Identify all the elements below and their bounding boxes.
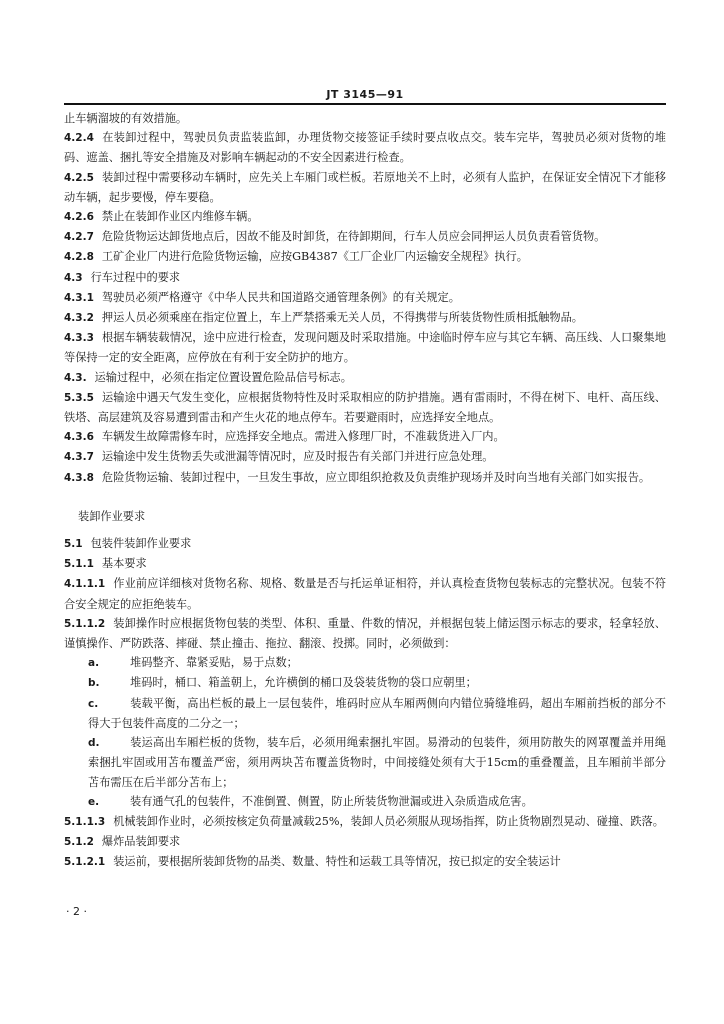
paragraph: 4.2.7 危险货物运达卸货地点后，因故不能及时卸货，在待卸期间，行车人员应会同押运人员负责看管货物。 [64,230,606,244]
clause-number: 4.3.6 [64,431,94,444]
clause-number: 5.1.2 [64,836,94,849]
paragraph: 4.3. 运输过程中，必须在指定位置设置危险品信号标志。 [64,370,352,384]
paragraph: 4.2.8 工矿企业厂内进行危险货物运输，应按GB4387《工厂企业厂内运输安全规程》执行。 [64,250,528,264]
list-item: e. 装有通气孔的包装件，不准倒置、侧置，防止所装货物泄漏或进入杂质造成危害。 [64,792,666,812]
paragraph: 4.3.1 驾驶员必须严格遵守《中华人民共和国道路交通管理条例》的有关规定。 [64,290,460,304]
clause-number: 5.1.1 [64,558,94,571]
clause-number: 5.1.1.3 [64,815,106,828]
page-header-code: JT 3145—91 [326,88,404,101]
clause-number: 4.3.1 [64,291,94,304]
paragraph: 5.1 包装件装卸作业要求 [64,537,192,551]
paragraph: 5.1.2 爆炸品装卸要求 [64,835,181,849]
header-rule [64,103,666,105]
clause-number: 4.3.8 [64,471,94,484]
section-title: 装卸作业要求 [78,509,146,523]
document-body [64,109,666,873]
item-marker: d. [88,737,100,750]
paragraph: 4.1.1.1 作业前应详细核对货物名称、规格、数量是否与托运单证相符，并认真检查货物包装标志的完整状况。包装不符合安全规定的应拒绝装车。 [64,577,666,611]
list-item: c. 装载平衡，高出栏板的最上一层包装件，堆码时应从车厢两侧向内错位骑缝堆码，超出车厢前挡板的部分不得大于包装件高度的二分之一； [88,696,666,730]
paragraph: 4.3.6 车辆发生故障需修车时，应选择安全地点。需进入修理厂时，不准载货进入厂内。 [64,430,505,444]
paragraph: 4.3.8 危险货物运输、装卸过程中，一旦发生事故，应立即组织抢救及负责维护现场并及时向当地有关部门如实报告。 [64,470,651,484]
clause-number: 4.2.8 [64,251,94,264]
item-marker: c. [88,697,99,710]
subsection-heading: 4.3 行车过程中的要求 [64,270,181,284]
item-marker: b. [88,677,100,690]
paragraph: 5.1.2.1 装运前，要根据所装卸货物的品类、数量、特性和运载工具等情况，按已拟定的安全装运计 [64,855,561,869]
paragraph: 5.1.1.2 装卸操作时应根据货物包装的类型、体积、重量、件数的情况，并根据包装上储运图示标志的要求，轻拿轻放、谨慎操作、严防跌落、摔碰、禁止撞击、拖拉、翻滚、投掷。同时，必须做到： [64,616,666,651]
page-number: · 2 · [66,905,87,918]
clause-number: 5.3.5 [64,391,94,404]
item-marker: a. [88,657,100,670]
clause-number: 4.2.5 [64,171,94,184]
item-marker: e. [88,795,100,808]
clause-number: 4.2.6 [64,211,94,224]
clause-number: 4.1.1.1 [64,578,106,591]
paragraph: 5.1.1 基本要求 [64,557,147,571]
clause-number: 5.1 [64,538,83,551]
clause-number: 4.2.4 [64,132,94,145]
paragraph: 4.3.2 押运人员必须乘座在指定位置上，车上严禁搭乘无关人员，不得携带与所装货物性质相抵触物品。 [64,311,583,325]
clause-number: 5.1.1.2 [64,617,106,630]
paragraph: 4.2.5 装卸过程中需要移动车辆时，应先关上车厢门或栏板。若原地关不上时，必须有人监护，在保证安全情况下才能移动车辆，起步要慢，停车要稳。 [64,170,666,204]
clause-number: 4.3. [64,371,87,384]
paragraph: 止车辆溜坡的有效措施。 [64,112,188,125]
paragraph: 5.1.1.3 机械装卸作业时，必须按核定负荷量减载25%，装卸人员必须服从现场指挥，防止货物剧烈晃动、碰撞、跌落。 [64,814,664,828]
paragraph: 4.3.7 运输途中发生货物丢失或泄漏等情况时，应及时报告有关部门并进行应急处理。 [64,450,494,464]
spacer [64,488,666,507]
clause-number: 4.3.3 [64,332,94,345]
spacer [64,526,666,534]
clause-number: 5.1.2.1 [64,856,106,869]
paragraph: 4.2.6 禁止在装卸作业区内维修车辆。 [64,210,259,224]
clause-number: 4.3.7 [64,451,94,464]
clause-number: 4.3 [64,271,83,284]
paragraph: 5.3.5 运输途中遇天气发生变化，应根据货物特性及时采取相应的防护措施。遇有雷雨时，不得在树下、电杆、高压线、铁塔、高层建筑及容易遭到雷击和产生火花的地点停车。若要避雨时，应选择安全地点。 [64,390,666,425]
paragraph: 4.3.3 根据车辆装载情况，途中应进行检查，发现问题及时采取措施。中途临时停车应与其它车辆、高压线、人口聚集地等保持一定的安全距离，应停放在有利于安全防护的地方。 [64,331,666,365]
list-item: b. 堆码时，桶口、箱盖朝上，允许横倒的桶口及袋装货物的袋口应朝里； [64,673,666,693]
clause-number: 4.3.2 [64,312,94,325]
clause-number: 4.2.7 [64,231,94,244]
list-item: d. 装运高出车厢栏板的货物，装车后，必须用绳索捆扎牢固。易滑动的包装件，须用防散失的网罩覆盖并用绳索捆扎牢固或用苫布覆盖严密，须用两块苫布覆盖货物时，中间接缝处须有大于15cm的重叠覆盖，且车厢前半部分苫布需压在后半部分苫布上； [88,736,666,789]
list-item: a. 堆码整齐、靠紧妥贴，易于点数； [64,653,666,673]
paragraph: 4.2.4 在装卸过程中，驾驶员负责监装监卸，办理货物交接签证手续时要点收点交。装车完毕，驾驶员必须对货物的堆码、遮盖、捆扎等安全措施及对影响车辆起动的不安全因素进行检查。 [64,131,666,165]
